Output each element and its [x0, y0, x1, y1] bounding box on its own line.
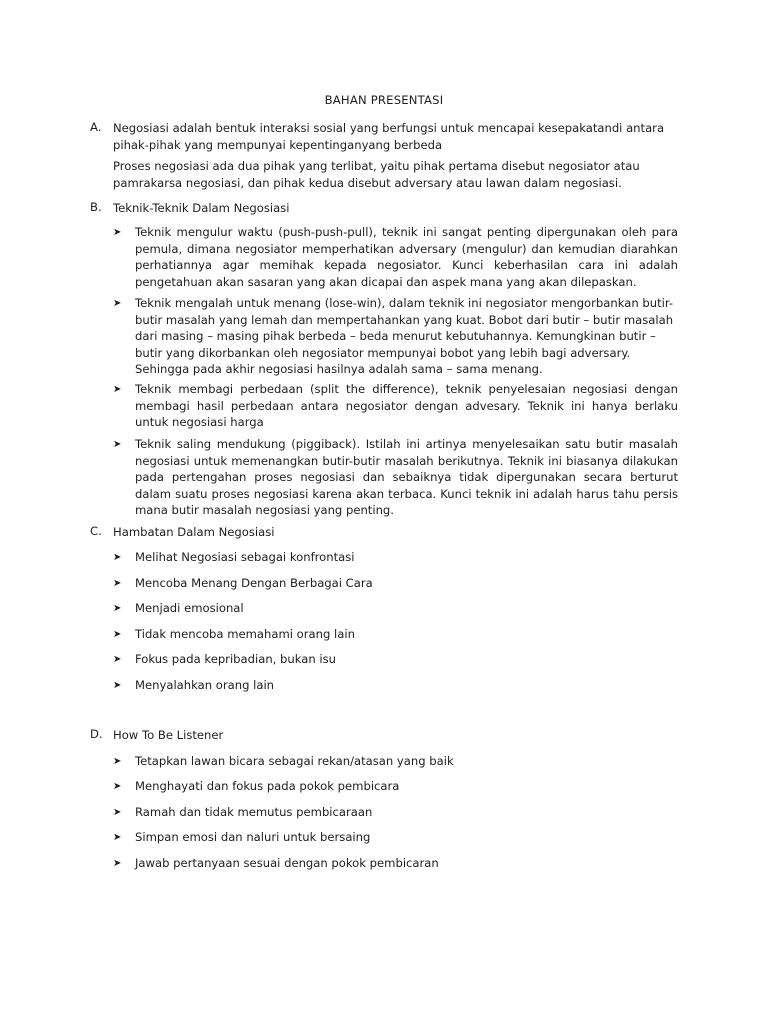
section-c-heading: Hambatan Dalam Negosiasi — [113, 525, 275, 539]
list-item: Teknik mengalah untuk menang (lose-win), dalam teknik ini negosiator mengorbankan butir-butir masalah yang lemah dan mempertahankan yang kuat. Bobot dari butir – butir masalah dari masing – masing pihak berbeda – beda menurut kebutuhannya. Kemungkinan butir – butir yang dikorbankan oleh negosiator mempunyai bobot yang lebih bagi adversary. Sehingga pada akhir negosiasi hasilnya adalah sama – sama menang. — [135, 296, 674, 376]
arrow-bullet-icon: ➤ — [113, 781, 122, 792]
list-item: Menghayati dan fokus pada pokok pembicara — [135, 779, 400, 793]
section-c-letter: C. — [90, 524, 102, 538]
list-item: Menyalahkan orang lain — [135, 678, 275, 692]
arrow-bullet-icon: ➤ — [113, 680, 122, 691]
arrow-bullet-icon: ➤ — [113, 552, 122, 563]
arrow-bullet-icon: ➤ — [113, 832, 122, 843]
section-d-heading: How To Be Listener — [113, 728, 224, 742]
list-item: Menjadi emosional — [135, 601, 244, 615]
arrow-bullet-icon: ➤ — [113, 756, 122, 767]
list-item: Tidak mencoba memahami orang lain — [135, 627, 355, 641]
arrow-bullet-icon: ➤ — [113, 578, 122, 589]
list-item: Ramah dan tidak memutus pembicaraan — [135, 805, 373, 819]
arrow-bullet-icon: ➤ — [113, 298, 122, 309]
section-b-letter: B. — [90, 200, 102, 214]
list-item: Mencoba Menang Dengan Berbagai Cara — [135, 576, 373, 590]
arrow-bullet-icon: ➤ — [113, 807, 122, 818]
arrow-bullet-icon: ➤ — [113, 603, 122, 614]
section-a-letter: A. — [90, 120, 102, 134]
list-item: Teknik mengulur waktu (push-push-pull), teknik ini sangat penting dipergunakan oleh para pemula, dimana negosiator memperhatikan adversary (mengulur) dan kemudian diarahkan perhatiannya agar memihak kepada negosiator. Kunci keberhasilan cara ini adalah pengetahuan akan sasaran yang akan dicapai dan aspek mana yang akan dilepaskan. — [135, 225, 678, 289]
list-item: Fokus pada kepribadian, bukan isu — [135, 652, 337, 666]
section-d-letter: D. — [90, 727, 103, 741]
list-item: Jawab pertanyaan sesuai dengan pokok pembicaran — [135, 856, 439, 870]
arrow-bullet-icon: ➤ — [113, 629, 122, 640]
section-a-paragraph-1: Negosiasi adalah bentuk interaksi sosial yang berfungsi untuk mencapai kesepakatandi antara pihak-pihak yang mempunyai kepentinganyang berbeda — [113, 121, 665, 152]
arrow-bullet-icon: ➤ — [113, 227, 122, 238]
section-b-heading: Teknik-Teknik Dalam Negosiasi — [113, 201, 290, 215]
list-item: Melihat Negosiasi sebagai konfrontasi — [135, 550, 355, 564]
list-item: Simpan emosi dan naluri untuk bersaing — [135, 830, 371, 844]
section-a-paragraph-2: Proses negosiasi ada dua pihak yang terlibat, yaitu pihak pertama disebut negosiator atau pamrakarsa negosiasi, dan pihak kedua disebut adversary atau lawan dalam negosiasi. — [113, 159, 640, 190]
list-item: Teknik saling mendukung (piggiback). Istilah ini artinya menyelesaikan satu butir masalah negosiasi untuk memenangkan butir-butir masalah berikutnya. Teknik ini biasanya dilakukan pada pertengahan proses negosiasi dan sebaiknya tidak dipergunakan secara berturut dalam suatu proses negosiasi karena akan terbaca. Kunci teknik ini adalah harus tahu persis mana butir masalah negosiasi yang penting. — [135, 437, 678, 517]
list-item: Teknik membagi perbedaan (split the difference), teknik penyelesaian negosiasi dengan membagi hasil perbedaan antara negosiator dengan advesary. Teknik ini hanya berlaku untuk negosiasi harga — [135, 382, 678, 429]
list-item: Tetapkan lawan bicara sebagai rekan/atasan yang baik — [135, 754, 454, 768]
arrow-bullet-icon: ➤ — [113, 384, 122, 395]
document-title: BAHAN PRESENTASI — [324, 93, 444, 107]
arrow-bullet-icon: ➤ — [113, 654, 122, 665]
arrow-bullet-icon: ➤ — [113, 439, 122, 450]
arrow-bullet-icon: ➤ — [113, 858, 122, 869]
